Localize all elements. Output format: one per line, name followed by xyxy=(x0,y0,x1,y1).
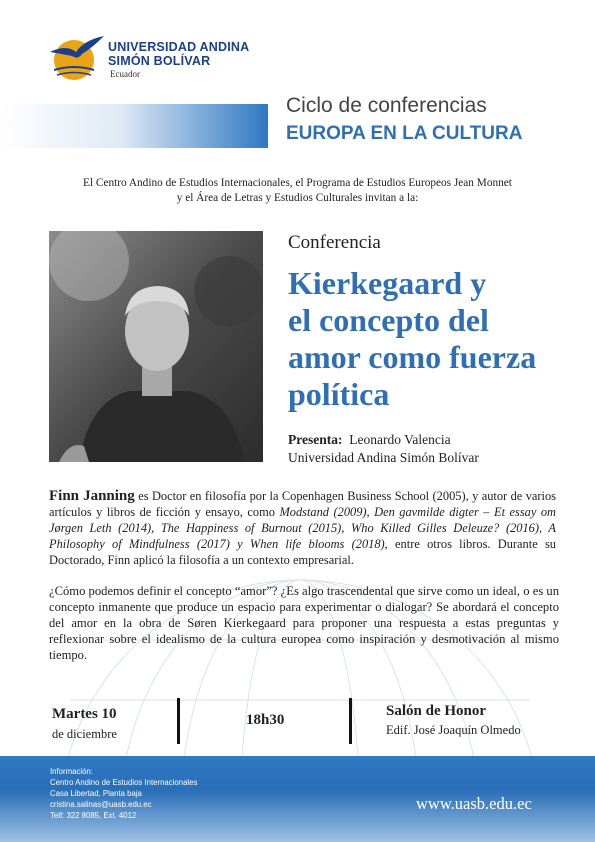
divider xyxy=(349,698,352,744)
speaker-bio xyxy=(49,488,556,568)
bio-works-list: Modstand (2009), Den gavmilde digter – Et essay om Jørgen Leth (2014), The Happiness of Burnout (2015), Who Killed Gilles Deleuze? (2016), A Philosophy of Mindfulness (2017) y When life blooms (2018) xyxy=(49,505,556,551)
intro-line-1: El Centro Andino de Estudios Internacionales, el Programa de Estudios Europeos Jean Monnet xyxy=(83,177,512,189)
university-logo xyxy=(48,28,258,88)
presenter-name: Leonardo Valencia xyxy=(349,432,451,447)
speaker-portrait-image xyxy=(49,231,263,462)
conference-title-line: Kierkegaard y xyxy=(288,265,487,301)
contact-line: Información: xyxy=(50,767,93,776)
bio-text-2: , entre otros libros. Durante su Doctorado, Finn aplicó la filosofía a un contexto empresarial. xyxy=(49,537,556,567)
invitation-intro xyxy=(30,176,565,206)
speaker-photo xyxy=(49,231,263,462)
event-building: Edif. José Joaquín Olmedo xyxy=(386,723,521,737)
event-venue: Salón de Honor xyxy=(386,703,487,719)
logo-university-name-line2: SIMÓN BOLÍVAR xyxy=(108,54,211,68)
logo-university-name-line1: UNIVERSIDAD ANDINA xyxy=(108,40,250,54)
presenter-label: Presenta: xyxy=(288,432,343,447)
event-date: Martes 10 xyxy=(52,706,117,722)
logo-country: Ecuador xyxy=(110,69,140,79)
contact-line: Centro Andino de Estudios Internacionales xyxy=(50,778,198,787)
bio-text-1: es Doctor en filosofía por la Copenhagen Business School (2005), y autor de varios artículos y libros de ficción y ensayo, como xyxy=(49,489,556,519)
series-title: Ciclo de conferencias xyxy=(286,94,487,117)
website-link[interactable]: www.uasb.edu.ec xyxy=(416,794,532,813)
conference-title xyxy=(288,265,573,413)
contact-info xyxy=(50,766,197,821)
conference-title-line: amor como fuerza xyxy=(288,339,537,375)
conference-abstract: ¿Cómo podemos definir el concepto “amor”? ¿Es algo trascendental que sirve como un ideal, o es un concepto inmanente que produce un espacio para experimentar o dialogar? Se abordará el concepto del amor en la obra de Søren Kierkegaard para proponer una respuesta a estas preguntas y reflexionar sobre el idealismo de la cultura europea como inspiración y desmotivación al mismo tiempo. xyxy=(49,584,559,662)
contact-phone: Telf: 322 8085, Ext. 4012 xyxy=(50,811,137,820)
intro-line-2: y el Área de Letras y Estudios Culturales invitan a la: xyxy=(176,192,419,204)
conference-title-line: política xyxy=(288,376,390,412)
condor-emblem-icon xyxy=(48,30,106,82)
event-date-month: de diciembre xyxy=(52,727,117,741)
contact-line: Casa Libertad, Planta baja xyxy=(50,789,142,798)
conference-title-line: el concepto del xyxy=(288,302,489,338)
divider xyxy=(177,698,180,744)
series-gradient-band xyxy=(0,104,268,148)
series-subtitle: EUROPA EN LA CULTURA xyxy=(286,123,523,144)
event-time: 18h30 xyxy=(246,712,285,728)
conference-label: Conferencia xyxy=(288,232,381,253)
speaker-name: Finn Janning xyxy=(49,488,135,504)
presenter-block xyxy=(288,431,479,467)
contact-email[interactable]: cristina.salinas@uasb.edu.ec xyxy=(50,800,152,809)
presenter-affiliation: Universidad Andina Simón Bolívar xyxy=(288,450,479,465)
